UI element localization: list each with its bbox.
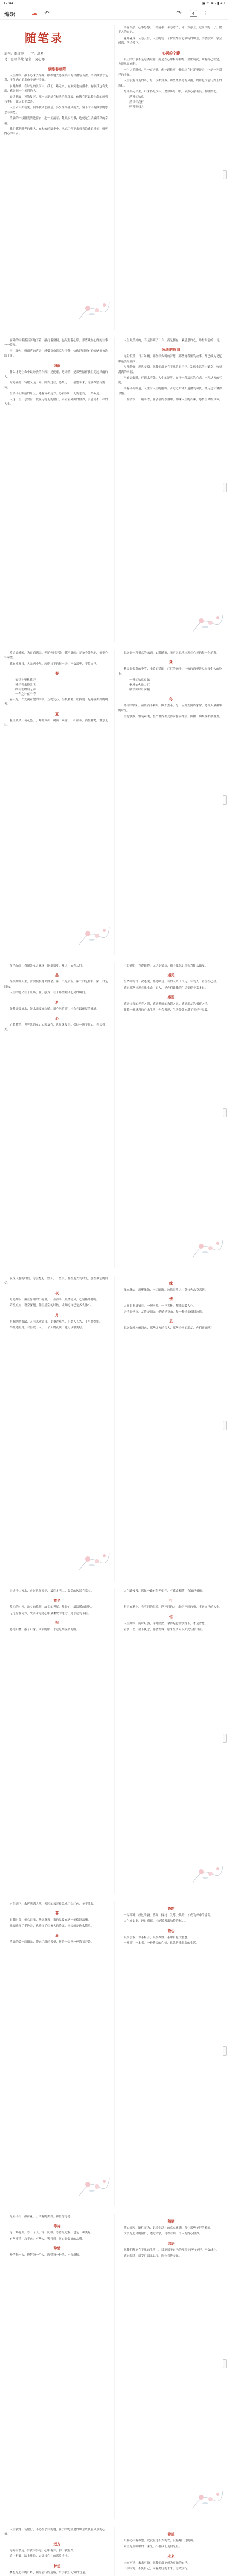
verse-line: 燕子归来绕梁飞 [15,683,36,687]
paragraph: 生活不止眼前的苟且，还有诗和远方。心若向阳，无畏悲伤，一路芬芳。 [10,392,103,396]
page-handle[interactable] [223,170,227,179]
section-heading: 冬 [169,697,173,702]
paragraph: 有些事情，急不来；有些人，等得到。耐心是最好的品质。 [10,2237,85,2241]
left-column [4,1589,110,1634]
section-heading: 结语 [167,2241,175,2246]
flower-decoration-icon [191,612,224,634]
document-page [0,646,228,960]
left-column [4,2215,110,2259]
paragraph: 人生就像一场旅行，不必在乎目的地，在乎的是沿途的风景以及看风景的心情。 [4,2528,105,2536]
right-column [118,651,224,721]
status-indicators: ▣ ⊙ 4G ▮ 40 [202,1,225,5]
paragraph: 行走在路上，看不同的风景，遇不同的人，经历不同的事，丰富自己的人生。 [124,1606,222,1609]
left-column [4,1902,110,1946]
paragraph: 光阴似箭，日月如梭。那些年少时的梦想，那些青春里的故事，都已成为记忆中最美的画面。 [118,355,222,363]
paragraph: 雪花飘飘，银装素裹，整个世界都变得安静而纯洁，仿佛一切烦恼都被覆盖。 [124,715,222,719]
left-column [4,651,110,729]
paragraph: 人生如茶，沉时坦然，浮时淡然。拿得起也需放得下，才是智慧。 [124,1622,208,1625]
section-heading: 秋 [169,660,173,665]
section-heading: 随笔 [167,2219,175,2224]
left-column [4,964,110,1034]
flower-decoration-icon [77,299,110,321]
paragraph: 什么才是生命中最珍贵的东西？是健康，是亲情，是那些陪伴我们走过风雨的人。 [4,370,108,379]
document-page [0,2210,228,2524]
paragraph: 时光荏苒，转眼又是一年。回首过往，感慨万千；展望未来，充满希望与期待。 [4,381,105,389]
verse-line: 一叶知秋意更浓 [129,679,150,682]
cloud-icon[interactable]: ☁ [31,10,38,16]
paragraph: 思念如潮水般涌来，那些远方的亲人，那些分别的朋友，你们还好吗？ [124,1327,214,1330]
paragraph: 月光如水，洒在静谧的小院里，一壶清茶，几缕清风，心情格外舒畅。 [10,1298,100,1301]
section-heading: 未来 [167,2554,175,2558]
right-column [118,26,224,110]
paragraph: 夜深人静的时候，总会想起一些人，一些事，那些逝去的时光，那些难忘的回忆。 [4,1277,108,1285]
column-divider [114,650,115,955]
paragraph: 思念是一种很玄的东西，如影随形，无声无息地出现在心灵的每一个角落。 [124,652,219,655]
section-heading: 缘 [169,1281,173,1285]
section-heading: 月 [55,1313,59,1317]
section-heading: 心灵的宁静 [162,50,180,55]
column-divider [114,2214,115,2519]
section-heading: 夏 [55,711,59,716]
paragraph: 茶香袅袅，心事悠悠。一杯清茶，半卷诗书，守一方净土，过简单的日子，做平凡的自己。 [118,26,222,35]
paragraph: 怀着一颗感恩的心去生活，你会发现，生活处处充满了美好与温暖。 [124,1008,210,1012]
right-column [118,2215,224,2260]
section-heading: 茶心 [167,1928,175,1933]
author-meta: 原创：李红波 字：洪罗 [4,52,44,56]
paragraph: 人生最美好的，不是得到了什么，而是拥有一颗感恩的心，珍惜眼前的一切。 [124,339,222,342]
left-column [4,2528,110,2576]
paragraph: 繁星点点，夜空深邃，仰望星空的时候，才知道自己是多么渺小。 [10,1304,94,1308]
paragraph: 真正的宁静不是远离喧嚣，而是在心中修篱种菊。尘世纷扰，唯有内心安定，方能从容前行。 [118,58,222,66]
section-heading: 归 [55,1621,59,1625]
status-bar [0,0,228,7]
section-heading: 遇见 [167,973,175,978]
paragraph: 未来可期，未来可盼。愿我们都能成为更好的自己。 [124,2561,190,2565]
section-heading: 远方 [53,2541,61,2546]
paragraph: 夕阳西下，余晖洒满大地，天边的云彩被染成了金红色，美不胜收。 [10,1903,96,1906]
pages-icon[interactable]: 4 [190,10,197,17]
right-column [118,1902,224,1947]
paragraph: 人生亦如此，经过磨砺，才能散发出独特的魅力。 [124,1920,188,1923]
paragraph: 一杯茶，一本书，一份恬淡的心情，这就是我想要的生活。 [124,1942,199,1945]
section-heading: 悟 [169,1615,173,1619]
paragraph: 感恩父母的养育之恩，感恩老师的教诲之恩，感恩朋友的相伴之情。 [124,1003,210,1006]
paragraph: 岁月静好，现世安稳。愿我们都能在平凡的日子里，发现生活的小确幸，收获满满的幸福。 [118,366,222,374]
column-divider [114,25,115,330]
document-page [0,1272,228,1586]
section-heading: 故乡 [53,1599,61,1603]
paragraph: 我们都是时光的旅人，在匆匆的脚步中，别忘了停下来看看沿途的风景，听听内心的声音。 [4,128,108,136]
paragraph: 坐看云起时，行到水穷处。人生的境界，在于一种淡然的心态，一种从容的气度。 [118,377,222,385]
paragraph: 茶有茶的味道，人生有人生的滋味。苦过之后才知道甜的可贵，经历过才懂得珍惜。 [118,387,222,396]
editor-toolbar [0,7,228,20]
flower-decoration-icon [191,2488,224,2511]
paragraph: 花有重开日，人无再少年。珍惜当下的每一天，不负韶华，不负自己。 [10,662,100,666]
paragraph: 一片茶叶，经过采摘、萎凋、揉捻、发酵、烘焙，才成为杯中的香茗。 [124,1914,214,1917]
column-divider [114,337,115,642]
verse-line: 雁字回时月满楼 [129,688,150,692]
column-divider [114,1276,115,1581]
paragraph: 只要心中有希望，就没有过不去的坎，没有翻不过的山。 [124,2539,196,2543]
paragraph: 夏日炎炎，荷花盛开，蝉鸣声声，树荫下乘凉，一杯凉茶，消暑解渴，惬意无比。 [4,719,108,727]
paragraph: 月有阴晴圆缺，人有悲欢离合。此事古难全，但愿人长久，千里共婵娟。 [10,1320,103,1324]
column-divider [114,1901,115,2206]
paragraph: 不负时光，不负自己，向着美好的未来，勇敢前行。 [124,2567,190,2571]
section-heading: 珍惜 [53,2246,61,2251]
document-page [0,959,228,1273]
paragraph: 清晨的一缕阳光洒进窗台，泡一壶清茶，翻几页闲书，这便是生活最简单的幸福。 [4,117,108,125]
verse-line: 枫叶如火映山红 [129,683,150,687]
paragraph: 以茶会友，以茶修身，以茶养性，茶中自有大智慧。 [124,1936,190,1939]
paragraph: 清晨的第一缕阳光，带来了新的希望，新的一天从一杯清茶开始。 [10,1941,94,1944]
page-handle[interactable] [223,1108,227,1117]
paragraph: 走过千山万水，看过世间繁华，最终才明白，最美的风景在家乡。 [10,1590,94,1593]
paragraph: 秋天是收获的季节，金黄的稻田，红红的枫叶，丰收的喜悦洋溢在每个人的脸上。 [118,668,222,676]
section-heading: 细雨 [53,363,61,368]
section-heading: 光阴的故事 [162,348,180,352]
paragraph: 故乡的小河，故乡的炊烟，故乡的老屋，都是心中最温暖的记忆。 [10,1606,94,1609]
paragraph: 看淡一切，放下执念，你会发现，原来生活可以如此轻松自在。 [124,1628,205,1632]
right-column [118,1277,224,1332]
paragraph: 人生的意义在于经历，在于感受，在于那些触动心灵的瞬间。 [10,991,88,995]
column-divider [114,1588,115,1893]
paragraph: 一个人的时候，听一首老歌，想一段往事，任思绪在时光里游走，也是一种别样的美好。 [118,69,222,77]
paragraph: 静坐品茶，看窗外花开花落；闲庭信步，观天上云卷云舒。 [10,964,85,968]
section-heading: 暮 [55,1911,59,1916]
column-divider [114,2527,115,2576]
paragraph: 人生如茶，静下心来去品味，细细地去感受其中的甘甜与苦涩，平平淡淡才是真，守住内心的那份宁静与美好。 [4,74,108,82]
paragraph: 晚霞映红了半边天，也映红了归家人的脸庞，幸福就是这么简单。 [10,1924,94,1928]
paragraph: 不忘初心，方得始终。无论走多远，都不要忘记当初为什么出发。 [124,964,208,968]
more-icon[interactable]: ⋮ [203,10,209,16]
paragraph: 岁月如歌，在时光的长河中，我们一路走来，有欢笑也有泪水，有收获也有失落，感恩每一个相遇的人。 [4,84,108,93]
section-heading: 情 [169,1297,173,1302]
page-handle[interactable] [223,2046,227,2056]
paragraph: 光阴不语，静待花开。所有的美好，都值得等待。 [10,2215,74,2218]
paragraph: 人生若只如初见，何事秋风悲画扇。多少往事随风而去，留下的只有淡淡的思念与回忆。 [4,106,108,114]
page-handle[interactable] [223,795,227,805]
paragraph: 梦想是心中的灯塔，照亮前行的道路，给予我们无穷的力量。 [10,2571,88,2574]
paragraph: 好茶需要好水，好水需要好心情。用心泡的茶，才会有最醇厚的味道。 [10,1007,100,1011]
section-heading: 感恩 [167,995,175,1000]
paragraph: 缘来缘去，缘聚缘散，一切随缘。珍惜眼前人，莫待失去空悲切。 [124,1289,208,1292]
right-column [118,338,224,403]
paragraph: 愿你出走半生，归来仍是少年；愿你历尽千帆，依然心存善良，温暖如初。 [124,90,219,94]
section-heading: 希望 [167,2532,175,2536]
flower-decoration-icon [191,1237,224,1260]
paragraph: 窗外的雨淅淅沥沥地下着，敲打着窗棂，也敲打着心扉，那些藏在心底的往事一一浮现。 [4,339,108,347]
document-page [0,21,228,335]
paragraph: 花开花落，云卷云舒，人生的每一个阶段都有它独特的风景，学会欣赏，学会感恩，学会放下。 [118,37,222,45]
verse-line: 春风十里桃花开 [15,679,36,682]
paragraph: 冬日的暖阳，温暖而不刺眼。围炉煮茶，与三五好友闲话家常，是冬天最温馨的时光。 [118,704,222,713]
paragraph: 愿我们都能在平凡的生活中，找到属于自己的那份宁静与美好，不负此生。 [124,2248,219,2252]
section-heading: 夜 [55,1291,59,1295]
paragraph: 生命中的每一次遇见，都是缘分。有的人来了又走，有的人一直留在心里。 [124,980,219,984]
document-page [0,1584,228,1899]
verse-line: 细雨润物细无声 [15,688,36,692]
left-column [4,338,110,408]
section-heading: 品 [55,973,59,978]
verse-line: 明月照归人 [129,106,144,109]
paragraph: 随心而写，随性而为，记录生活中的点点滴滴，留住那些美好的瞬间。 [124,2227,214,2230]
column-divider [114,963,115,1268]
paragraph: 亲情是港湾，友情是阳光，爱情是花朵，每一种情都值得珍惜。 [124,1310,205,1314]
paragraph: 品茶如品人生，需要慢慢地去体会。第一口是苦涩，第二口是甘甜，第三口是回味。 [4,980,108,989]
paragraph: 背上行囊，踏上旅途，去寻找心中的那片净土。 [10,2555,71,2558]
document-page [0,333,228,648]
section-heading: 等待 [53,2224,61,2229]
flower-decoration-icon [191,1862,224,1885]
paragraph: 心若简单，世界就简单；心若复杂，世界就复杂。保持一颗平常心，看淡得失。 [4,1024,105,1032]
section-heading: 满纸春意浓 [48,67,66,71]
paragraph: 无论身在何方，故乡永远是心中最柔软的地方，是永远的牵挂。 [10,1612,91,1615]
author-meta: 号：思君茶缘 笔名：莫心亦 [4,57,45,61]
paragraph: 人生没有白走的路，每一步都算数。那些经历过的风雨，终将化作前行路上的彩虹。 [118,79,222,88]
verse-line: 清风伴我行 [129,100,144,104]
paragraph: 感谢那些出现在我生命中的人，是你们让我的生活变得丰富多彩。 [124,986,208,990]
paragraph: 珍惜每一天，珍惜每一个人，珍惜每一份情，不留遗憾。 [10,2253,82,2257]
edit-button[interactable]: 编辑 [4,11,15,18]
paragraph: 人间自有真情在，一句问候，一声关怀，都能温暖人心。 [124,1304,196,1308]
section-heading: 思 [169,1319,173,1324]
right-column [118,964,224,1014]
document-page [0,1897,228,2211]
left-column [4,1277,110,1331]
paragraph: 远方有多远，梦就有多远。心中有梦，脚下就有路。 [10,2549,76,2552]
verse-line: 落叶知秋意 [129,96,144,99]
document-page [0,2522,228,2576]
paragraph: 一盏清茶，一缕茶香，在袅袅的茶烟中，品味人生的百味，感悟生命的真谛。 [124,398,222,401]
left-column [4,26,110,138]
page-handle[interactable] [223,2359,227,2368]
section-heading: 行 [169,1599,173,1603]
section-heading: 春 [55,671,59,676]
section-heading: 茗 [55,1000,59,1005]
section-heading: 心 [55,1016,59,1021]
redo-icon[interactable]: ↷ [176,10,182,16]
verse-line: 一年之计在于春 [15,693,36,697]
page-handle[interactable] [223,1421,227,1430]
paragraph: 春风拂面，万物复苏，那一抹新绿在枝头悄然绽放，仿佛在诉说着生命的顽强与美好，让人心生欢喜。 [4,95,108,104]
page-handle[interactable] [223,483,227,492]
paragraph: 日暮时分，倦鸟归巢，炊烟袅袅，家的温暖在这一刻格外清晰。 [10,1919,91,1922]
paragraph: 莫道桑榆晚，为霞尚满天。无论何时开始，都不算晚；无论身处何地，都要心怀希望。 [4,652,108,660]
paragraph: 人这一生，总要有一段说走就走的旅行，去看看外面的世界，去感受不一样的人生。 [4,398,108,406]
paragraph: 文字是心灵的窗口，透过文字，可以看到一个人的内心世界。 [124,2232,202,2236]
paragraph: 春天是一个充满希望的季节，万物复苏，生机勃勃，让我们一起迎接美好的明天。 [4,698,108,706]
flower-decoration-icon [77,1550,110,1572]
flower-decoration-icon [77,2175,110,2198]
document-title: 随笔录 [25,32,64,45]
section-heading: 茶韵 [167,1907,175,1911]
flower-decoration-icon [77,924,110,947]
paragraph: 人生路漫漫，愿你一路有阳光相伴，有花香相随，有知己相依。 [124,1590,205,1593]
paragraph: 举杯邀明月，对影成三人。一个人的夜晚，也可以很美好。 [10,1326,85,1330]
paragraph: 雨中漫步，听雨落的声音，感受那份清凉与宁静，仿佛世间所有的烦恼都被洗涤干净。 [4,349,108,358]
section-heading: 晨 [55,1934,59,1938]
undo-icon[interactable]: ↶ [44,10,50,16]
paragraph: 希望是黑暗中的一束光，指引我们走向光明。 [124,2545,182,2549]
status-time: 17:44 [3,1,14,5]
right-column [118,2528,224,2573]
paragraph: 等一场花开，等一个人，等一份缘。等待的过程，也是一种美好。 [10,2231,94,2235]
paragraph: 感谢阅读，愿岁月温柔以待，愿你我皆安好。 [124,2255,182,2258]
section-heading: 梦想 [53,2564,61,2568]
page-handle[interactable] [223,1734,227,1743]
paragraph: 倦鸟归林，游子归家。回家的路，永远是最温暖的路。 [10,1628,79,1632]
right-column [118,1589,224,1634]
